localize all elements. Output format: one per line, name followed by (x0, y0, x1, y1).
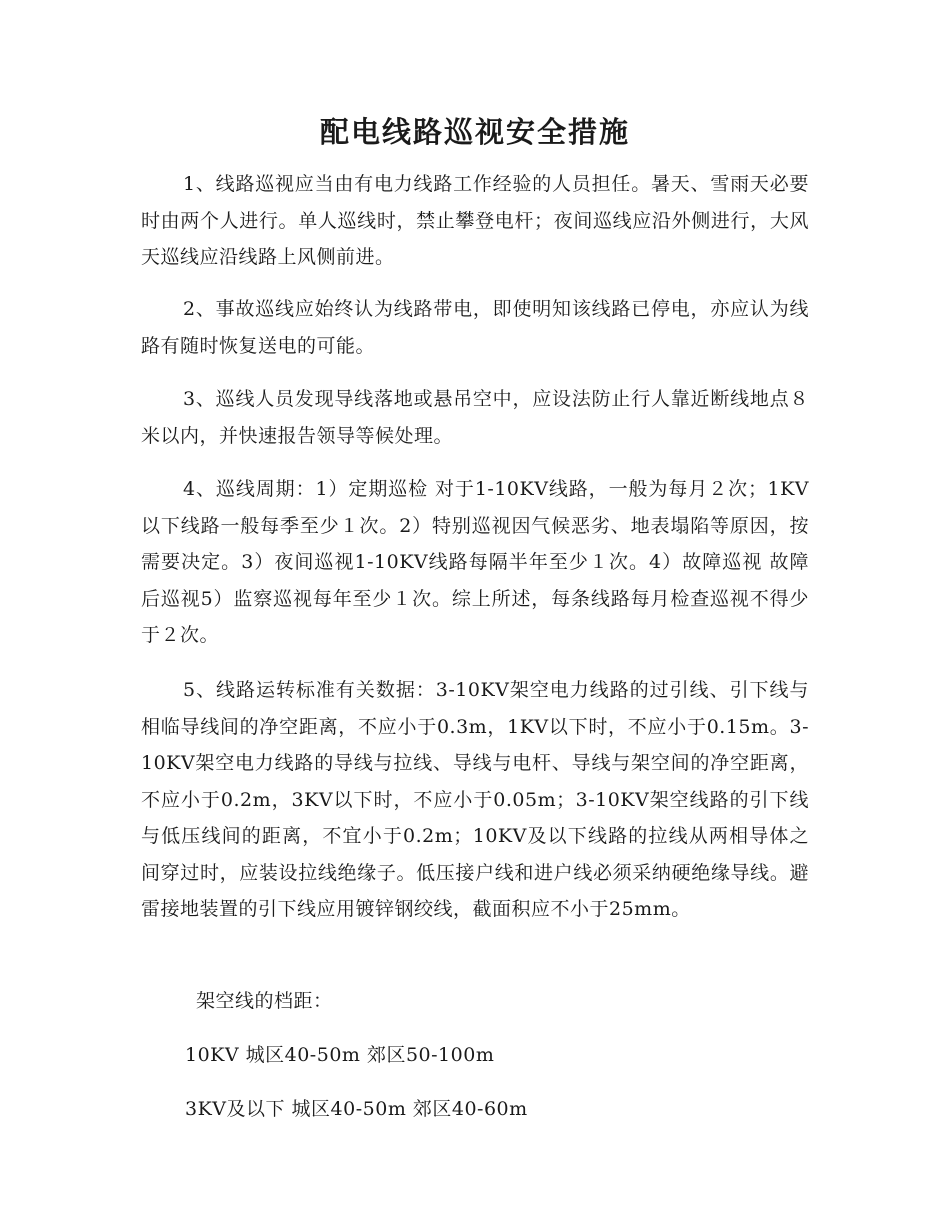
span-line-10kv: 10KV 城区40-50m 郊区50-100m (185, 1044, 495, 1066)
span-heading: 架空线的档距： (196, 990, 333, 1012)
document-title: 配电线路巡视安全措施 (319, 115, 630, 149)
paragraph-inspection-cycle: 4、巡线周期：1）定期巡检 对于1-10KV线路，一般为每月２次；1KV以下线路一般每季至少１次。2）特别巡视因气候恶劣、地表塌陷等原因，按需要决定。3）夜间巡视1-10KV线路每隔半年至少１次。4）故障巡视 故障后巡视5）监察巡视每年至少１次。综上所述，每条线路每月检查巡视不得少于２次。 (141, 478, 809, 646)
span-line-3kv: 3KV及以下 城区40-50m 郊区40-60m (185, 1098, 528, 1120)
paragraph-fallen-conductor: 3、巡线人员发现导线落地或悬吊空中，应设法防止行人靠近断线地点８米以内，并快速报告领导等候处理。 (141, 388, 809, 447)
paragraph-fault-inspection: 2、事故巡线应始终认为线路带电，即使明知该线路已停电，亦应认为线路有随时恢复送电的可能。 (141, 298, 809, 357)
paragraph-inspection-personnel: 1、线路巡视应当由有电力线路工作经验的人员担任。暑天、雪雨天必要时由两个人进行。单人巡线时，禁止攀登电杆；夜间巡线应沿外侧进行，大风天巡线应沿线路上风侧前进。 (141, 173, 809, 268)
paragraph-operating-standards: 5、线路运转标准有关数据：3-10KV架空电力线路的过引线、引下线与相临导线间的净空距离，不应小于0.3m，1KV以下时，不应小于0.15m。3-10KV架空电力线路的导线与拉线、导线与电杆、导线与架空间的净空距离，不应小于0.2m，3KV以下时，不应小于0.05m；3-10KV架空线路的引下线与低压线间的距离，不宜小于0.2m；10KV及以下线路的拉线从两相导体之间穿过时，应装设拉线绝缘子。低压接户线和进户线必须采纳硬绝缘导线。避雷接地装置的引下线应用镀锌钢绞线，截面积应不小于25mm。 (141, 679, 809, 920)
